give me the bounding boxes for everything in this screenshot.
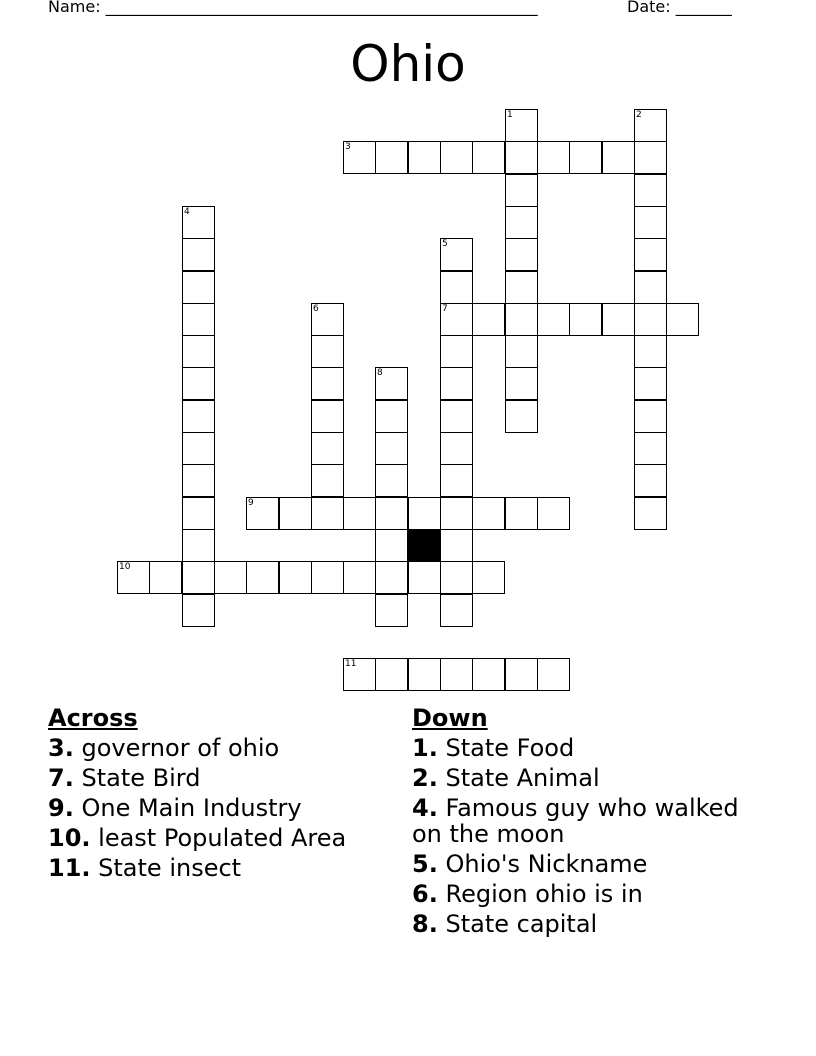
clue-number-label: 2	[636, 110, 642, 120]
grid-cell[interactable]	[634, 367, 667, 400]
grid-cell[interactable]	[375, 497, 408, 530]
grid-cell[interactable]	[634, 432, 667, 465]
grid-cell[interactable]	[375, 367, 408, 400]
grid-cell[interactable]	[182, 238, 215, 271]
grid-cell[interactable]	[440, 238, 473, 271]
grid-cell[interactable]	[343, 497, 376, 530]
grid-cell[interactable]	[505, 141, 538, 174]
clue-text: State Food	[445, 734, 575, 762]
clue-number-label: 8	[377, 368, 383, 378]
grid-cell[interactable]	[408, 561, 441, 594]
clue-number-label: 4	[184, 207, 190, 217]
clue-number: 8.	[412, 910, 438, 938]
clue-number: 7.	[48, 764, 74, 792]
clue-number: 1.	[412, 734, 438, 762]
clue-text: State Bird	[81, 764, 201, 792]
grid-cell[interactable]	[505, 238, 538, 271]
grid-cell[interactable]	[182, 561, 215, 594]
grid-cell[interactable]	[311, 303, 344, 336]
grid-cell[interactable]	[440, 497, 473, 530]
grid-cell[interactable]	[634, 400, 667, 433]
name-field[interactable]: Name: ______________________________________________________	[48, 0, 538, 16]
grid-cell[interactable]	[440, 335, 473, 368]
grid-cell[interactable]	[440, 529, 473, 562]
grid-cell[interactable]	[634, 109, 667, 142]
grid-cell[interactable]	[472, 303, 505, 336]
down-clue	[412, 881, 772, 907]
grid-cell[interactable]	[440, 141, 473, 174]
grid-cell[interactable]	[634, 464, 667, 497]
grid-cell[interactable]	[440, 561, 473, 594]
grid-cell[interactable]	[569, 141, 602, 174]
across-clue	[48, 735, 398, 761]
grid-cell[interactable]	[440, 464, 473, 497]
grid-cell[interactable]	[537, 303, 570, 336]
grid-cell[interactable]	[246, 561, 279, 594]
grid-cell[interactable]	[343, 658, 376, 691]
clue-number-label: 5	[442, 239, 448, 249]
clue-number-label: 6	[313, 304, 319, 314]
grid-cell[interactable]	[602, 141, 635, 174]
grid-cell[interactable]	[375, 141, 408, 174]
clue-text: Ohio's Nickname	[445, 850, 648, 878]
grid-cell[interactable]	[311, 497, 344, 530]
grid-cell[interactable]	[634, 335, 667, 368]
grid-cell[interactable]	[472, 141, 505, 174]
grid-cell[interactable]	[182, 271, 215, 304]
date-field[interactable]: Date: _______	[627, 0, 732, 16]
clue-number-label: 11	[345, 659, 357, 669]
grid-cell[interactable]	[505, 303, 538, 336]
across-clue	[48, 765, 398, 791]
grid-cell[interactable]	[343, 141, 376, 174]
grid-cell[interactable]	[408, 141, 441, 174]
grid-cell[interactable]	[634, 303, 667, 336]
grid-cell[interactable]	[214, 561, 247, 594]
clue-text: State Animal	[445, 764, 600, 792]
clue-number: 11.	[48, 854, 91, 882]
clue-text: Famous guy who walked on the moon	[412, 794, 739, 848]
down-clue	[412, 735, 772, 761]
grid-cell[interactable]	[505, 109, 538, 142]
grid-cell[interactable]	[505, 174, 538, 207]
grid-cell[interactable]	[246, 497, 279, 530]
clue-text: State capital	[445, 910, 598, 938]
grid-cell[interactable]	[182, 529, 215, 562]
clue-number: 4.	[412, 794, 438, 822]
across-clues	[48, 703, 398, 885]
clue-number-label: 7	[442, 304, 448, 314]
grid-cell[interactable]	[182, 206, 215, 239]
grid-cell[interactable]	[182, 303, 215, 336]
grid-cell[interactable]	[343, 561, 376, 594]
grid-cell[interactable]	[472, 658, 505, 691]
grid-cell[interactable]	[505, 335, 538, 368]
clue-text: Region ohio is in	[445, 880, 643, 908]
down-clues	[412, 703, 772, 941]
clue-number-label: 9	[248, 498, 254, 508]
across-clue	[48, 795, 398, 821]
grid-cell[interactable]	[440, 303, 473, 336]
grid-cell[interactable]	[537, 497, 570, 530]
across-clue	[48, 855, 398, 881]
clue-text: governor of ohio	[81, 734, 280, 762]
grid-cell[interactable]	[634, 141, 667, 174]
grid-cell[interactable]	[182, 464, 215, 497]
grid-cell[interactable]	[440, 594, 473, 627]
grid-cell[interactable]	[505, 206, 538, 239]
grid-cell[interactable]	[408, 497, 441, 530]
grid-cell[interactable]	[440, 658, 473, 691]
clue-number: 6.	[412, 880, 438, 908]
grid-cell[interactable]	[569, 303, 602, 336]
grid-cell[interactable]	[537, 658, 570, 691]
grid-cell[interactable]	[505, 497, 538, 530]
grid-cell[interactable]	[505, 400, 538, 433]
grid-cell[interactable]	[375, 432, 408, 465]
grid-cell[interactable]	[505, 658, 538, 691]
grid-cell[interactable]	[182, 497, 215, 530]
grid-cell[interactable]	[440, 367, 473, 400]
grid-cell[interactable]	[440, 432, 473, 465]
grid-cell[interactable]	[311, 400, 344, 433]
grid-cell[interactable]	[408, 658, 441, 691]
clue-number: 3.	[48, 734, 74, 762]
down-clue	[412, 851, 772, 877]
grid-cell[interactable]	[182, 594, 215, 627]
grid-cell[interactable]	[311, 335, 344, 368]
clue-number-label: 3	[345, 142, 351, 152]
grid-cell[interactable]	[634, 497, 667, 530]
clue-text: One Main Industry	[81, 794, 302, 822]
clue-number: 5.	[412, 850, 438, 878]
grid-cell[interactable]	[505, 271, 538, 304]
grid-cell[interactable]	[537, 141, 570, 174]
grid-cell[interactable]	[375, 529, 408, 562]
down-clue	[412, 765, 772, 791]
grid-cell[interactable]	[472, 497, 505, 530]
grid-cell[interactable]	[311, 561, 344, 594]
grid-cell[interactable]	[634, 238, 667, 271]
grid-cell[interactable]	[279, 497, 312, 530]
grid-cell[interactable]	[311, 367, 344, 400]
grid-cell[interactable]	[634, 174, 667, 207]
grid-cell[interactable]	[279, 561, 312, 594]
clue-number: 10.	[48, 824, 91, 852]
grid-cell[interactable]	[311, 432, 344, 465]
grid-cell[interactable]	[182, 367, 215, 400]
clue-text: State insect	[98, 854, 242, 882]
grid-cell[interactable]	[634, 206, 667, 239]
grid-cell[interactable]	[440, 271, 473, 304]
grid-cell[interactable]	[182, 335, 215, 368]
clue-text: least Populated Area	[98, 824, 347, 852]
page-title: Ohio	[350, 35, 466, 93]
down-clue	[412, 795, 772, 847]
grid-cell[interactable]	[375, 561, 408, 594]
grid-cell[interactable]	[149, 561, 182, 594]
down-clue	[412, 911, 772, 937]
grid-block-cell	[408, 529, 441, 562]
clue-number: 2.	[412, 764, 438, 792]
grid-cell[interactable]	[375, 594, 408, 627]
grid-cell[interactable]	[505, 367, 538, 400]
clue-number-label: 1	[507, 110, 513, 120]
grid-cell[interactable]	[375, 400, 408, 433]
grid-cell[interactable]	[182, 400, 215, 433]
grid-cell[interactable]	[472, 561, 505, 594]
grid-cell[interactable]	[375, 658, 408, 691]
grid-cell[interactable]	[182, 432, 215, 465]
grid-cell[interactable]	[311, 464, 344, 497]
down-heading: Down	[412, 704, 488, 732]
clue-number-label: 10	[119, 562, 131, 572]
grid-cell[interactable]	[634, 271, 667, 304]
grid-cell[interactable]	[375, 464, 408, 497]
grid-cell[interactable]	[602, 303, 635, 336]
grid-cell[interactable]	[117, 561, 150, 594]
grid-cell[interactable]	[440, 400, 473, 433]
across-clue	[48, 825, 398, 851]
grid-cell[interactable]	[666, 303, 699, 336]
across-heading: Across	[48, 704, 138, 732]
clue-number: 9.	[48, 794, 74, 822]
